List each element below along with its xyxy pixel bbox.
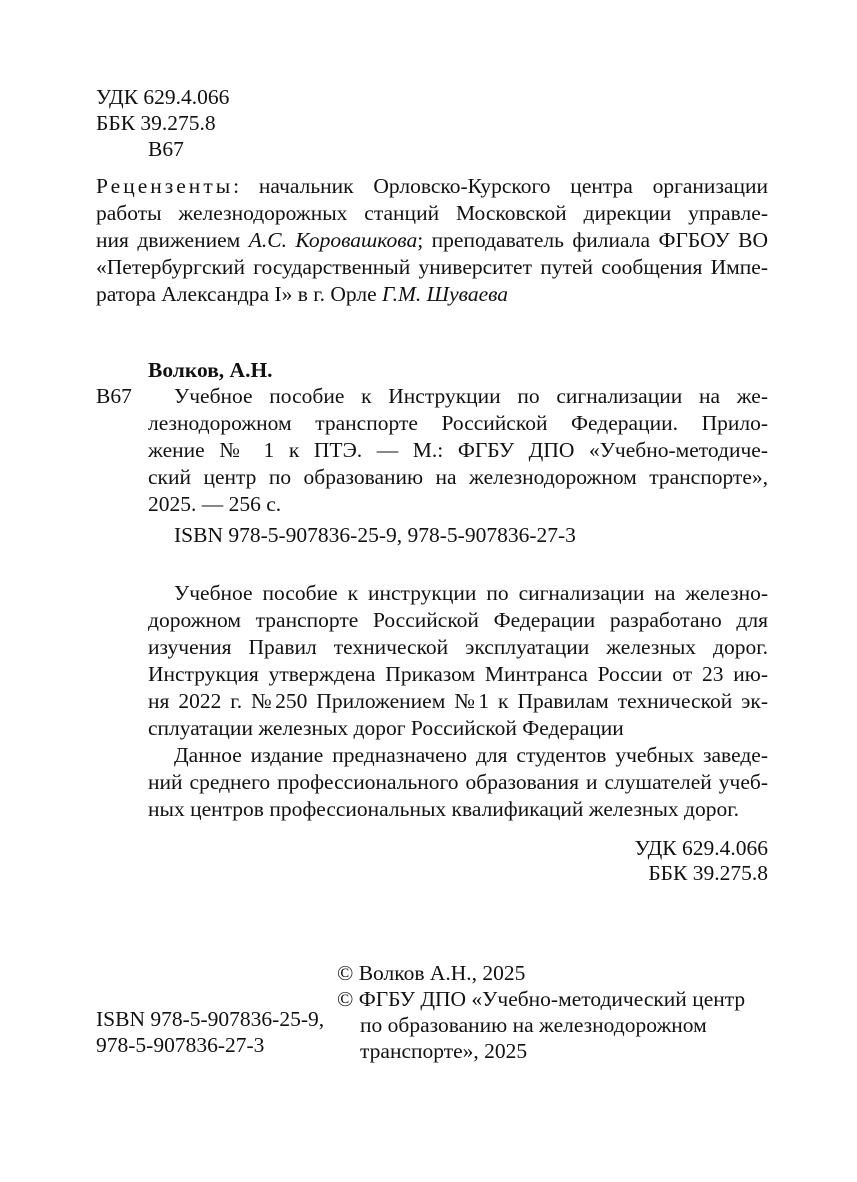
annotation-line: ных центров профессиональных квалификаций железных дорог.: [148, 797, 739, 821]
reviewer-name-2: Г.М. Шуваева: [382, 282, 509, 306]
copyright-publisher: © ФГБУ ДПО «Учебно-методический центр: [337, 987, 746, 1011]
bib-line: лезнодорожном транспорте Российской Федерации. Прило-: [148, 411, 768, 435]
isbn-line-2: 978-5-907836-27-3: [96, 1033, 265, 1057]
reviewers-line-5-pre: ратора Александра I» в г. Орле: [96, 282, 383, 306]
annotation-line: Учебное пособие к инструкции по сигнализации на железно-: [174, 581, 768, 605]
annotation-line: ний среднего профессионального образования и слушателей учеб-: [148, 770, 768, 794]
reviewers-line-4: «Петербургский государственный университет путей сообщения Импе-: [96, 255, 768, 279]
reviewers-line-2: работы железнодорожных станций Московской дирекции управле-: [96, 201, 768, 225]
bbk-code: ББК 39.275.8: [96, 111, 216, 135]
annotation-line: Данное издание предназначено для студентов учебных заведе-: [174, 743, 768, 767]
isbn-line-1: ISBN 978-5-907836-25-9,: [96, 1007, 325, 1031]
copyright-publisher-line-3: транспорте», 2025: [360, 1039, 528, 1063]
udk-code: УДК 629.4.066: [96, 85, 230, 109]
annotation-line: Инструкция утверждена Приказом Минтранса России от 23 ию-: [148, 662, 768, 686]
copyright-author: © Волков А.Н., 2025: [337, 961, 526, 985]
reviewers-line-1-text: : начальник Орловско-Курского центра организации: [233, 174, 768, 198]
annotation-line: ня 2022 г. №250 Приложением №1 к Правилам технической эк-: [148, 689, 768, 713]
reviewers-line-3-pre: ния движением: [96, 228, 249, 252]
bib-line: Учебное пособие к Инструкции по сигнализации на же-: [174, 384, 768, 408]
reviewers-label: Рецензенты: [96, 174, 234, 198]
bib-line: ский центр по образованию на железнодорожном транспорте»,: [148, 465, 768, 489]
reviewers-line-3: [96, 227, 768, 254]
bib-line: жение № 1 к ПТЭ. — М.: ФГБУ ДПО «Учебно-методиче-: [148, 438, 768, 462]
reviewers-line-3-post: ; преподаватель филиала ФГБОУ ВО: [417, 228, 768, 252]
bib-author: Волков, А.Н.: [148, 358, 273, 382]
author-sign: В67: [148, 137, 184, 161]
bib-sign: В67: [96, 384, 132, 408]
reviewer-name-1: А.С. Коровашкова: [248, 228, 418, 252]
copyright-publisher-line-2: по образованию на железнодорожном: [360, 1013, 707, 1037]
annotation-line: дорожном транспорте Российской Федерации разработано для: [148, 608, 768, 632]
annotation-line: сплуатации железных дорог Российской Федерации: [148, 716, 624, 740]
bib-line: 2025. — 256 с.: [148, 492, 282, 516]
annotation-line: изучения Правил технической эксплуатации железных дорог.: [148, 635, 768, 659]
reviewers-line-1: [96, 173, 768, 200]
footer-udk-code: УДК 629.4.066: [634, 836, 768, 860]
reviewers-line-5: [96, 281, 508, 308]
bib-isbn: ISBN 978-5-907836-25-9, 978-5-907836-27-3: [174, 523, 576, 547]
footer-bbk-code: ББК 39.275.8: [648, 861, 768, 885]
